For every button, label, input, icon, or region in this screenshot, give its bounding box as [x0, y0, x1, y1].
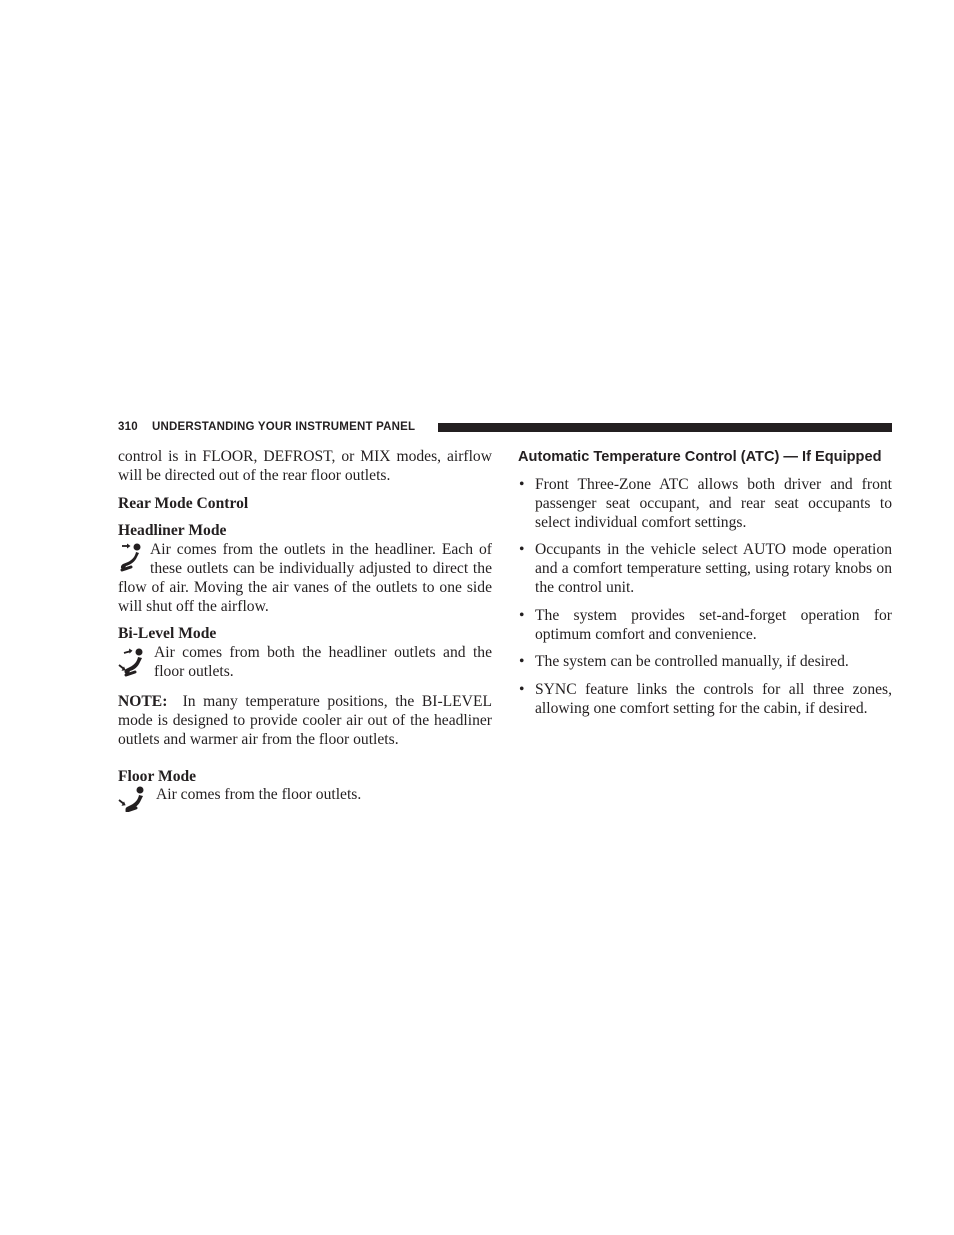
section-title: UNDERSTANDING YOUR INSTRUMENT PANEL: [152, 421, 416, 433]
right-column: [518, 448, 892, 728]
bullet-glyph: •: [519, 476, 525, 493]
intro-paragraph: control is in FLOOR, DEFROST, or MIX modes, airflow will be directed out of the rear floor outlets.: [118, 448, 492, 484]
list-item: [518, 653, 892, 672]
page-number: 310: [118, 421, 138, 433]
bullet-text: SYNC feature links the controls for all three zones, allowing one comfort setting for the cabin, if desired.: [535, 681, 892, 717]
list-item: [518, 607, 892, 645]
bi-level-text: Air comes from both the headliner outlets and the floor outlets.: [154, 644, 492, 680]
list-item: [518, 681, 892, 719]
floor-heading: Floor Mode: [118, 767, 197, 785]
list-item: [518, 476, 892, 532]
bi-level-mode-icon: [118, 648, 148, 682]
atc-bullet-list: [518, 476, 892, 719]
bullet-text: The system can be controlled manually, if desired.: [535, 653, 849, 671]
headliner-heading: Headliner Mode: [118, 522, 227, 540]
bi-level-heading: Bi-Level Mode: [118, 625, 217, 643]
atc-heading: Automatic Temperature Control (ATC) — If Equipped: [518, 449, 882, 465]
note-text: In many temperature positions, the BI-LEVEL mode is designed to provide cooler air out of the headliner outlets and warmer air from the floor outlets.: [118, 693, 492, 748]
bi-level-block: [118, 644, 492, 684]
bullet-text: Front Three-Zone ATC allows both driver and front passenger seat occupant, and rear seat occupants to select individual comfort settings.: [535, 476, 892, 531]
list-item: [518, 541, 892, 597]
note-paragraph: [118, 693, 492, 749]
headliner-block: [118, 541, 492, 616]
floor-block: [118, 786, 492, 805]
bullet-glyph: •: [519, 606, 525, 624]
page-header: [118, 419, 892, 437]
header-rule: [438, 423, 892, 432]
note-label: NOTE:: [118, 693, 168, 711]
bullet-glyph: •: [519, 681, 525, 699]
bullet-glyph: •: [519, 541, 525, 559]
headliner-text: Air comes from the outlets in the headliner. Each of these outlets can be individually adjusted to direct the flow of air. Moving the air vanes of the outlets to one side will shut off the airflow.: [118, 541, 492, 615]
floor-mode-icon: [118, 786, 150, 812]
headliner-mode-icon: [118, 543, 144, 573]
bullet-glyph: •: [519, 653, 525, 671]
floor-text: Air comes from the floor outlets.: [156, 786, 362, 804]
bullet-text: Occupants in the vehicle select AUTO mode operation and a comfort temperature setting, using rotary knobs on the control unit.: [535, 541, 892, 596]
left-column: [118, 448, 492, 812]
rear-mode-heading: Rear Mode Control: [118, 494, 249, 512]
bullet-text: The system provides set-and-forget operation for optimum comfort and convenience.: [535, 606, 892, 643]
